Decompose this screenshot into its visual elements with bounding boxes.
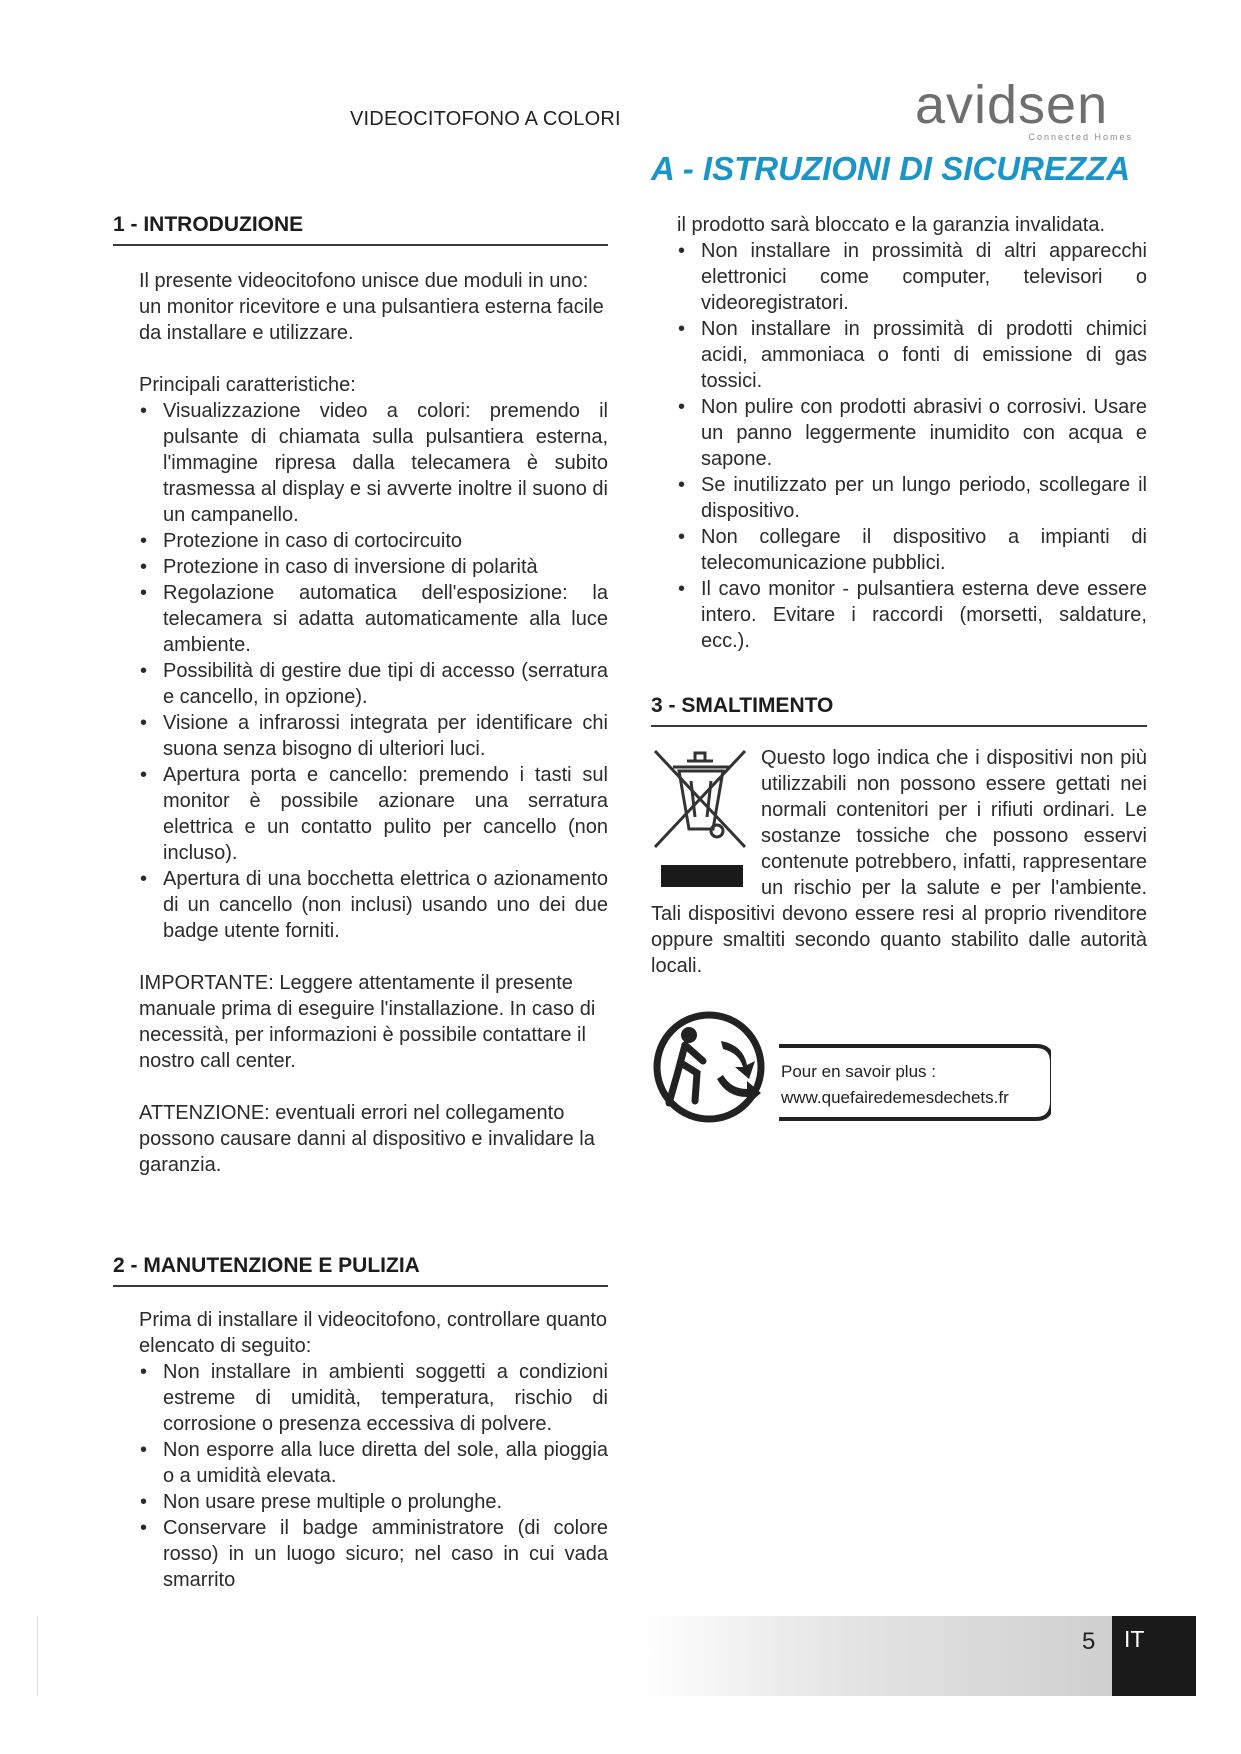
warning-note: ATTENZIONE: eventuali errori nel collegamento possono causare danni al dispositivo e invalidare la garanzia. [139, 1102, 595, 1176]
brand-tagline: Connected Homes [1028, 132, 1133, 142]
list-item: • Non pulire con prodotti abrasivi o corrosivi. Usare un panno leggermente inumidito con acqua e sapone. [677, 394, 1147, 472]
list-item: • Il cavo monitor - pulsantiera esterna deve essere intero. Evitare i raccordi (morsetti, saldature, ecc.). [677, 576, 1147, 654]
intro-paragraph: Il presente videocitofono unisce due moduli in uno: un monitor ricevitore e una pulsantiera esterna facile da installare e utilizzare. [139, 270, 604, 344]
info-url[interactable]: www.quefairedemesdechets.fr [781, 1088, 1009, 1107]
disposal-text: Questo logo indica che i dispositivi non più utilizzabili non possono essere gettati nei normali contenitori per i rifiuti ordinari. Le sostanze tossiche che possono esservi contenute potrebbero, infatti, rappresentare un rischio per la salute e per l'ambiente. Tali dispositivi devono essere resi al proprio rivenditore oppure smaltiti secondo quanto stabilito dalle autorità locali. [651, 747, 1147, 977]
language-tab [1112, 1616, 1196, 1696]
right-column [651, 212, 1147, 654]
list-item: • Non esporre alla luce diretta del sole, alla pioggia o a umidità elevata. [139, 1437, 608, 1489]
page-number: 5 [1082, 1628, 1096, 1655]
list-item: • Non usare prese multiple o prolunghe. [139, 1489, 608, 1515]
list-item: • Visione a infrarossi integrata per identificare chi suona senza bisogno di ulteriori luci. [139, 710, 608, 762]
list-item: • Protezione in caso di cortocircuito [139, 528, 608, 554]
intro-heading: 1 - INTRODUZIONE [113, 212, 608, 246]
footer-divider [37, 1616, 38, 1696]
recycle-info-box [651, 1005, 1051, 1129]
list-item: • Protezione in caso di inversione di polarità [139, 554, 608, 580]
list-item: • Apertura porta e cancello: premendo i tasti sul monitor è possibile azionare una serratura elettrica e un contatto pulito per cancello (non incluso). [139, 762, 608, 866]
left-column [113, 212, 608, 1178]
list-item: • Possibilità di gestire due tipi di accesso (serratura e cancello, in opzione). [139, 658, 608, 710]
footer-band [640, 1616, 1112, 1696]
list-item: • Regolazione automatica dell'esposizione: la telecamera si adatta automaticamente alla luce ambiente. [139, 580, 608, 658]
list-item: • Visualizzazione video a colori: premendo il pulsante di chiamata sulla pulsantiera esterna, l'immagine ripresa dalla telecamera è subito trasmessa al display e si avverte inoltre il suono di un campanello. [139, 398, 608, 528]
list-item: • Apertura di una bocchetta elettrica o azionamento di un cancello (non inclusi) usando uno dei due badge utente forniti. [139, 866, 608, 944]
features-list [139, 398, 608, 944]
maintenance-intro: Prima di installare il videocitofono, controllare quanto elencato di seguito: [139, 1309, 608, 1357]
info-label: Pour en savoir plus : [781, 1062, 936, 1081]
list-item: • Non installare in ambienti soggetti a condizioni estreme di umidità, temperatura, rischio di corrosione o presenza eccessiva di polvere. [139, 1359, 608, 1437]
disposal-heading: 3 - SMALTIMENTO [651, 693, 1147, 727]
disposal-section [651, 693, 1147, 979]
list-item: • Non installare in prossimità di prodotti chimici acidi, ammoniaca o fonti di emissione di gas tossici. [677, 316, 1147, 394]
section-title: A - ISTRUZIONI DI SICUREZZA [651, 150, 1131, 187]
brand-logo [915, 75, 1145, 148]
list-item: • Non installare in prossimità di altri apparecchi elettronici come computer, televisori o videoregistratori. [677, 238, 1147, 316]
maintenance-heading: 2 - MANUTENZIONE E PULIZIA [113, 1253, 608, 1287]
list-item: • Se inutilizzato per un lungo periodo, scollegare il dispositivo. [677, 472, 1147, 524]
important-note: IMPORTANTE: Leggere attentamente il presente manuale prima di eseguire l'installazione. In caso di necessità, per informazioni è possibile contattare il nostro call center. [139, 972, 596, 1072]
brand-name: avidsen [915, 75, 1109, 135]
language-code: IT [1124, 1626, 1145, 1652]
features-title: Principali caratteristiche: [139, 374, 356, 396]
maintenance-list-right [677, 238, 1147, 654]
list-item: • Conservare il badge amministratore (di colore rosso) in un luogo sicuro; nel caso in cui vada smarrito [139, 1515, 608, 1593]
left-column-maintenance [113, 1253, 608, 1593]
maintenance-list-left [139, 1359, 608, 1593]
document-title: VIDEOCITOFONO A COLORI [350, 108, 621, 130]
list-item: • Non collegare il dispositivo a impianti di telecomunicazione pubblici. [677, 524, 1147, 576]
crossed-bin-icon [651, 747, 751, 897]
maintenance-continuation: il prodotto sarà bloccato e la garanzia invalidata. [677, 214, 1106, 236]
